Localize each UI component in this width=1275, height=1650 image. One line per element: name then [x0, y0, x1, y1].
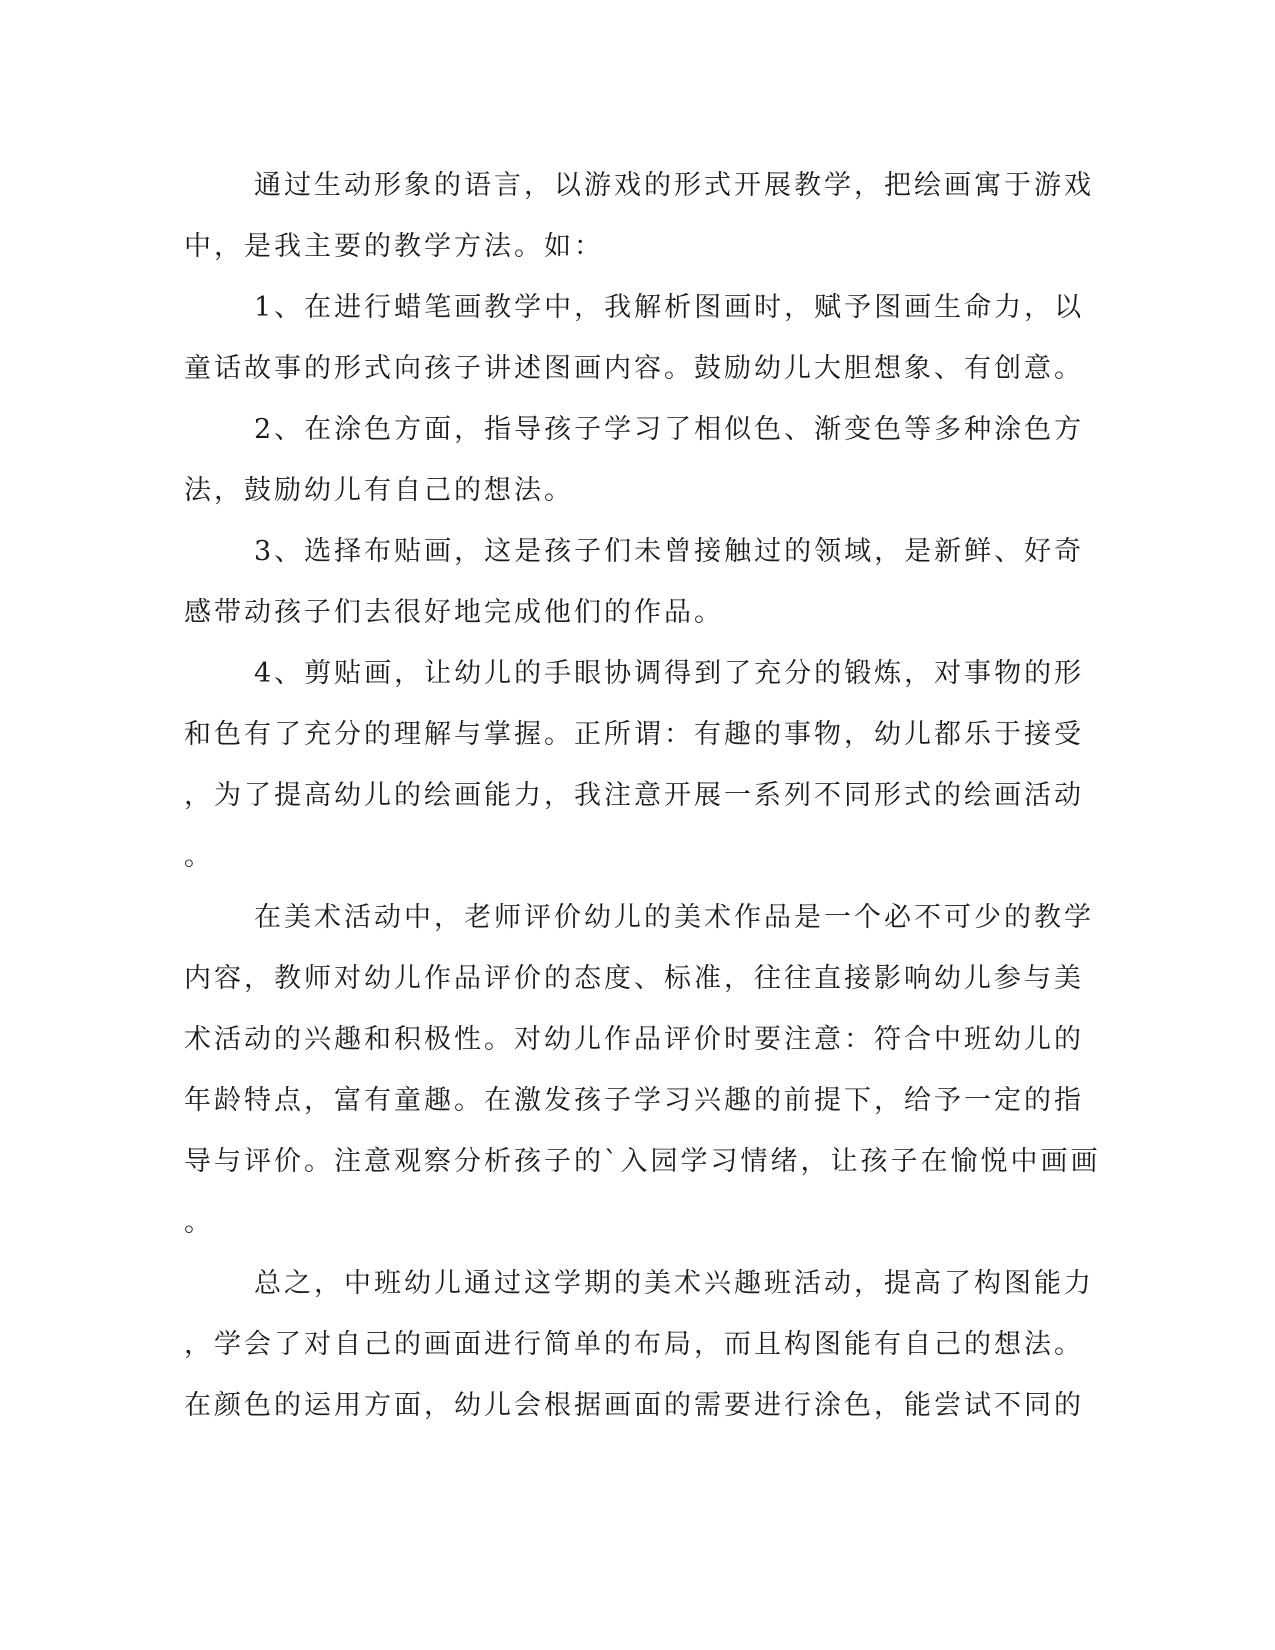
text-line: 法，鼓励幼儿有自己的想法。: [184, 475, 574, 506]
text-line: 总之，中班幼儿通过这学期的美术兴趣班活动，提高了构图能力: [254, 1268, 1094, 1299]
text-line: 在美术活动中，老师评价幼儿的美术作品是一个必不可少的教学: [254, 902, 1094, 933]
body-text: [184, 155, 1101, 1436]
text-line: 通过生动形象的语言，以游戏的形式开展教学，把绘画寓于游戏: [254, 170, 1094, 201]
text-line: ，学会了对自己的画面进行简单的布局，而且构图能有自己的想法。: [184, 1329, 1084, 1360]
text-line: 。: [184, 841, 214, 872]
text-line: 术活动的兴趣和积极性。对幼儿作品评价时要注意：符合中班幼儿的: [184, 1024, 1084, 1055]
text-line: 中，是我主要的教学方法。如：: [184, 231, 604, 262]
text-line: 感带动孩子们去很好地完成他们的作品。: [184, 597, 724, 628]
text-line: 4、剪贴画，让幼儿的手眼协调得到了充分的锻炼，对事物的形: [254, 658, 1085, 689]
text-line: 在颜色的运用方面，幼儿会根据画面的需要进行涂色，能尝试不同的: [184, 1390, 1084, 1421]
text-line: 内容，教师对幼儿作品评价的态度、标准，往往直接影响幼儿参与美: [184, 963, 1084, 994]
text-line: 年龄特点，富有童趣。在激发孩子学习兴趣的前提下，给予一定的指: [184, 1085, 1084, 1116]
text-line: 导与评价。注意观察分析孩子的`入园学习情绪，让孩子在愉悦中画画: [184, 1146, 1101, 1177]
text-line: 3、选择布贴画，这是孩子们未曾接触过的领域，是新鲜、好奇: [254, 536, 1085, 567]
text-line: 。: [184, 1207, 214, 1238]
text-line: 童话故事的形式向孩子讲述图画内容。鼓励幼儿大胆想象、有创意。: [184, 353, 1084, 384]
text-line: 和色有了充分的理解与掌握。正所谓：有趣的事物，幼儿都乐于接受: [184, 719, 1084, 750]
text-line: 2、在涂色方面，指导孩子学习了相似色、渐变色等多种涂色方: [254, 414, 1085, 445]
text-line: ，为了提高幼儿的绘画能力，我注意开展一系列不同形式的绘画活动: [184, 780, 1084, 811]
text-line: 1、在进行蜡笔画教学中，我解析图画时，赋予图画生命力，以: [254, 292, 1085, 323]
